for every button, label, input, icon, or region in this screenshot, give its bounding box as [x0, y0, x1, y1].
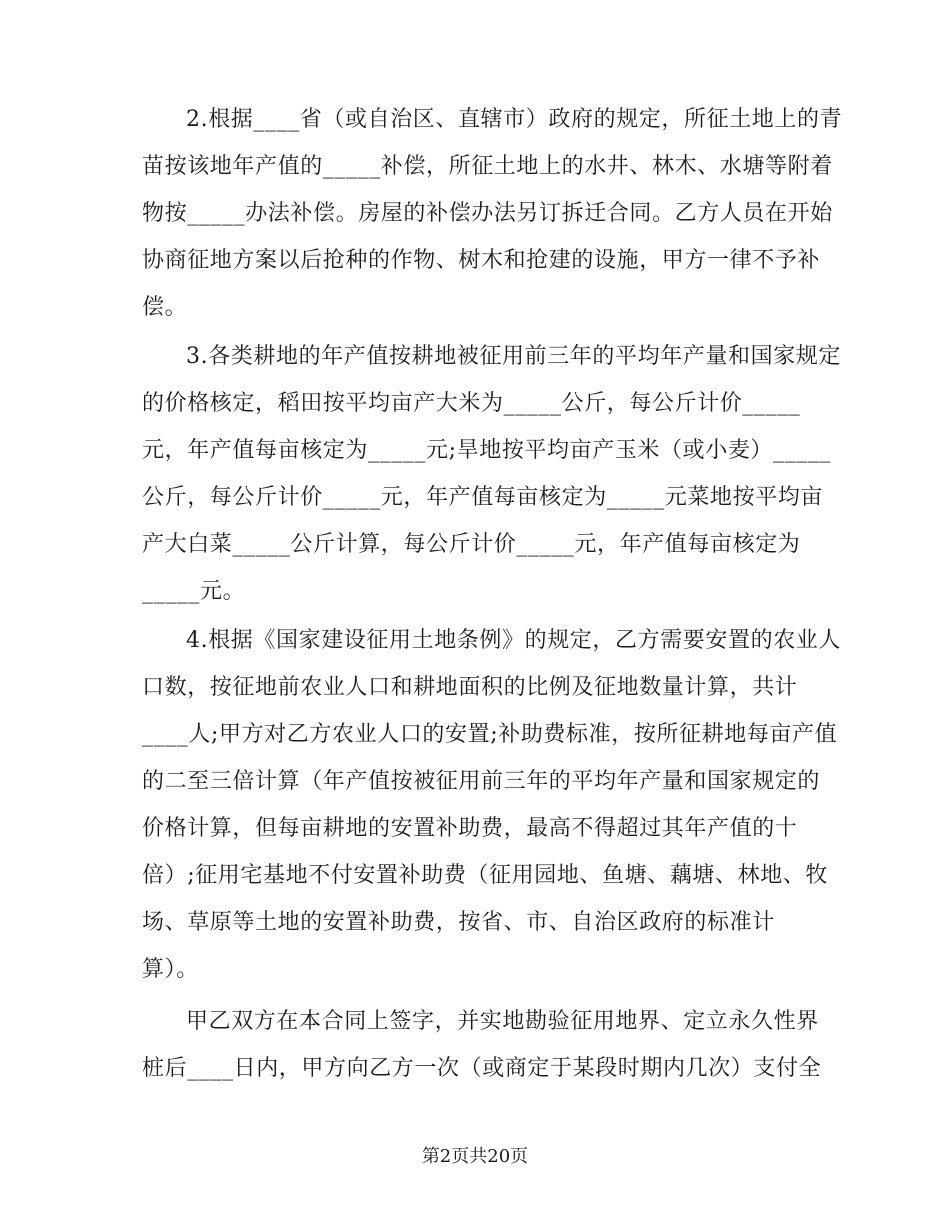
clause-4-line-7: 场、草原等土地的安置补助费，按省、市、自治区政府的标准计 — [142, 910, 775, 935]
clause-4-line-4: 的二至三倍计算（年产值按被征用前三年的平均年产量和国家规定的 — [142, 769, 821, 794]
page-number-footer: 第2页共20页 — [421, 1146, 529, 1167]
clause-3-line-3: 元，年产值每亩核定为_____元;旱地按平均亩产玉米（或小麦）_____ — [142, 438, 832, 463]
clause-2-line-5: 偿。 — [142, 295, 188, 320]
payment-line-1: 甲乙双方在本合同上签字，并实地勘验征用地界、定立永久性界 — [186, 1009, 819, 1034]
clause-2-line-3: 物按_____办法补偿。房屋的补偿办法另订拆迁合同。乙方人员在开始 — [142, 201, 833, 226]
payment-line-2: 桩后____日内，甲方向乙方一次（或商定于某段时期内几次）支付全 — [142, 1056, 822, 1081]
clause-3-line-4: 公斤，每公斤计价_____元，年产值每亩核定为_____元菜地按平均亩 — [142, 485, 824, 510]
clause-3-line-5: 产大白菜_____公斤计算，每公斤计价_____元，年产值每亩核定为 — [142, 532, 801, 557]
clause-4-line-2: 口数，按征地前农业人口和耕地面积的比例及征地数量计算，共计 — [142, 675, 798, 700]
clause-4-line-5: 价格计算，但每亩耕地的安置补助费，最高不得超过其年产值的十 — [142, 816, 798, 841]
clause-3-line-1: 3.各类耕地的年产值按耕地被征用前三年的平均年产量和国家规定 — [186, 344, 841, 369]
clause-3-line-6: _____元。 — [142, 579, 246, 604]
clause-4-line-8: 算）。 — [142, 957, 199, 982]
clause-4-line-3: ____人;甲方对乙方农业人口的安置;补助费标准，按所征耕地每亩产值 — [142, 722, 838, 747]
clause-3-line-2: 的价格核定，稻田按平均亩产大米为_____公斤，每公斤计价_____ — [142, 391, 801, 416]
clause-2-line-4: 协商征地方案以后抢种的作物、树木和抢建的设施，甲方一律不予补 — [142, 248, 821, 273]
clause-4-line-1: 4.根据《国家建设征用土地条例》的规定，乙方需要安置的农业人 — [186, 628, 841, 653]
clause-4-line-6: 倍）;征用宅基地不付安置补助费（征用园地、鱼塘、藕塘、林地、牧 — [142, 863, 829, 888]
clause-2-line-1: 2.根据____省（或自治区、直辖市）政府的规定，所征土地上的青 — [186, 107, 843, 132]
clause-2-line-2: 苗按该地年产值的_____补偿，所征土地上的水井、林木、水塘等附着 — [142, 154, 833, 179]
